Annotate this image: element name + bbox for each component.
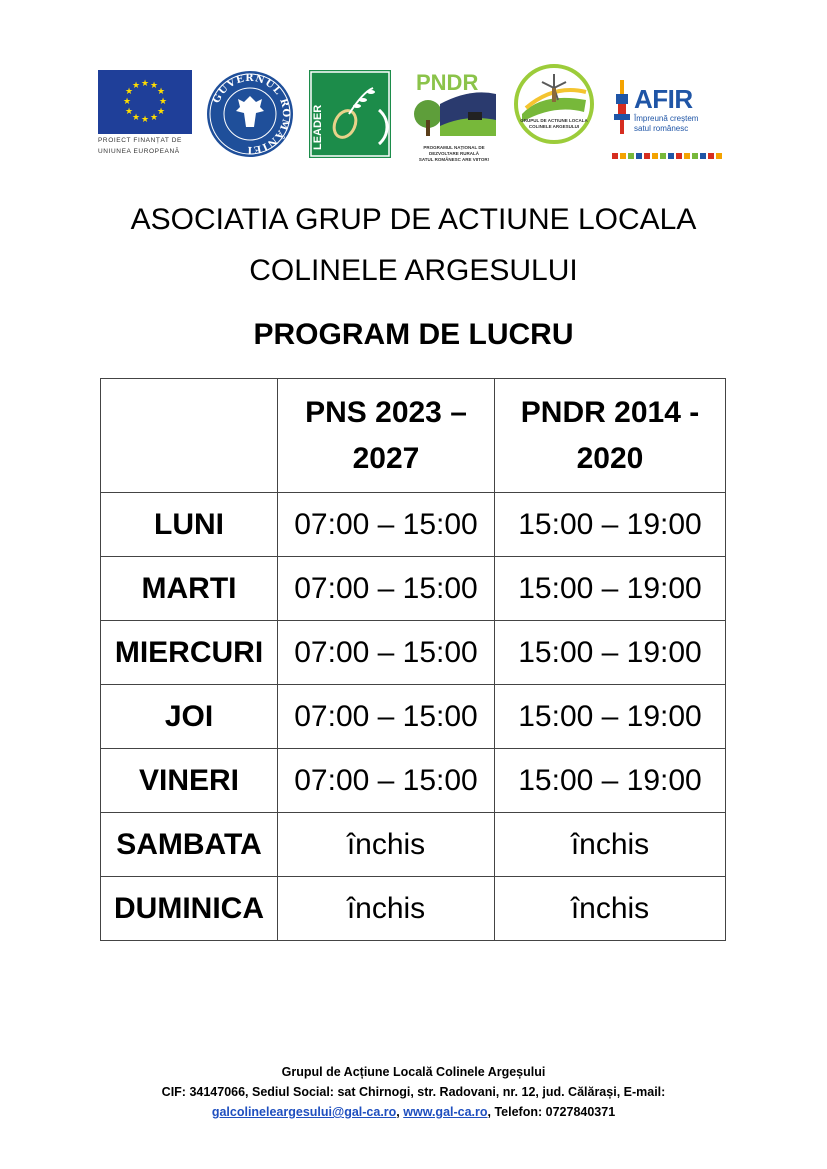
gov-ring-text: GUVERNUL ROMÂNIEI	[211, 72, 292, 156]
organization-name-line2: COLINELE ARGESULUI	[249, 254, 578, 287]
pndr-hours-cell: 15:00 – 19:00	[495, 685, 726, 749]
table-row	[101, 621, 726, 685]
table-header-row	[101, 379, 726, 493]
header-pndr-line2: 2020	[576, 441, 644, 475]
leader-logo	[309, 70, 391, 158]
table-row	[101, 493, 726, 557]
table-row	[101, 749, 726, 813]
eu-flag-icon	[98, 70, 192, 134]
svg-text:★: ★	[158, 97, 168, 107]
header-pns	[278, 379, 495, 493]
header-pndr	[495, 379, 726, 493]
pndr-title: PNDR	[416, 70, 479, 95]
afir-tagline-line2: satul românesc	[634, 124, 689, 133]
svg-text:★: ★	[131, 81, 141, 91]
pns-hours-cell: închis	[278, 813, 495, 877]
day-cell: MIERCURI	[101, 621, 278, 685]
eu-caption-line1: PROIECT FINANȚAT DE	[98, 137, 182, 144]
pns-hours-cell: 07:00 – 15:00	[278, 685, 495, 749]
svg-text:★: ★	[122, 97, 132, 107]
footer-address: CIF: 34147066, Sediul Social: sat Chirnogi, str. Radovani, nr. 12, jud. Călărași, E-mail:	[161, 1085, 666, 1099]
afir-logo	[612, 78, 727, 162]
day-cell: JOI	[101, 685, 278, 749]
pndr-hours-cell: 15:00 – 19:00	[495, 557, 726, 621]
day-cell: MARTI	[101, 557, 278, 621]
svg-text:★: ★	[124, 107, 134, 117]
svg-text:★: ★	[124, 87, 134, 97]
day-cell: LUNI	[101, 493, 278, 557]
gal-colinele-argesului-logo	[512, 62, 596, 146]
svg-text:★: ★	[140, 79, 150, 89]
leader-vertical-text: LEADER	[312, 104, 324, 150]
footer	[0, 1062, 827, 1122]
pndr-hours-cell: 15:00 – 19:00	[495, 749, 726, 813]
day-cell: SAMBATA	[101, 813, 278, 877]
eu-logo	[98, 70, 192, 158]
pns-hours-cell: 07:00 – 15:00	[278, 749, 495, 813]
schedule-table	[100, 378, 726, 941]
pndr-hours-cell: închis	[495, 877, 726, 941]
page-title: PROGRAM DE LUCRU	[253, 318, 574, 351]
gal-caption-line1: GRUPUL DE ACTIUNE LOCALA	[520, 118, 588, 123]
pndr-hours-cell: 15:00 – 19:00	[495, 493, 726, 557]
afir-emblem-icon	[612, 80, 632, 136]
footer-phone: , Telefon: 0727840371	[487, 1105, 616, 1119]
svg-text:★: ★	[149, 81, 159, 91]
pndr-caption-line2: SATUL ROMÂNESC ARE VIITOR!	[418, 157, 490, 162]
footer-separator: ,	[396, 1105, 404, 1119]
pns-hours-cell: 07:00 – 15:00	[278, 621, 495, 685]
pndr-hours-cell: închis	[495, 813, 726, 877]
table-row	[101, 813, 726, 877]
pns-hours-cell: 07:00 – 15:00	[278, 557, 495, 621]
government-seal-logo	[206, 70, 294, 158]
day-cell: DUMINICA	[101, 877, 278, 941]
svg-text:★: ★	[131, 113, 141, 123]
website-link[interactable]: www.gal-ca.ro	[403, 1105, 488, 1119]
eu-caption-line2: UNIUNEA EUROPEANĂ	[98, 148, 180, 155]
header-pns-line1: PNS 2023 –	[305, 395, 467, 429]
email-link[interactable]: galcolineleargesului@gal-ca.ro	[211, 1105, 397, 1119]
pndr-hours-cell: 15:00 – 19:00	[495, 621, 726, 685]
svg-text:★: ★	[156, 87, 166, 97]
footer-contacts	[0, 1102, 827, 1122]
organization-name-line1: ASOCIATIA GRUP DE ACTIUNE LOCALA	[130, 203, 697, 236]
table-row	[101, 877, 726, 941]
afir-tagline-line1: Împreună creștem	[634, 114, 699, 123]
afir-name: AFIR	[634, 84, 693, 114]
svg-text:★: ★	[140, 115, 150, 125]
pns-hours-cell: 07:00 – 15:00	[278, 493, 495, 557]
svg-text:★: ★	[156, 107, 166, 117]
svg-text:★: ★	[149, 113, 159, 123]
table-row	[101, 557, 726, 621]
gal-caption-line2: COLINELE ARGESULUI	[528, 124, 580, 129]
header-empty-cell	[101, 379, 278, 493]
header-pns-line2: 2027	[352, 441, 420, 475]
table-row	[101, 685, 726, 749]
day-cell: VINERI	[101, 749, 278, 813]
pndr-caption-line1: PROGRAMUL NAȚIONAL DE DEZVOLTARE RURALĂ	[423, 145, 485, 156]
footer-org-name: Grupul de Acțiune Locală Colinele Argeșului	[281, 1065, 546, 1079]
header-pndr-line1: PNDR 2014 -	[520, 395, 700, 429]
pns-hours-cell: închis	[278, 877, 495, 941]
pndr-logo	[410, 68, 498, 160]
afir-ornament-strip-icon	[612, 152, 724, 160]
